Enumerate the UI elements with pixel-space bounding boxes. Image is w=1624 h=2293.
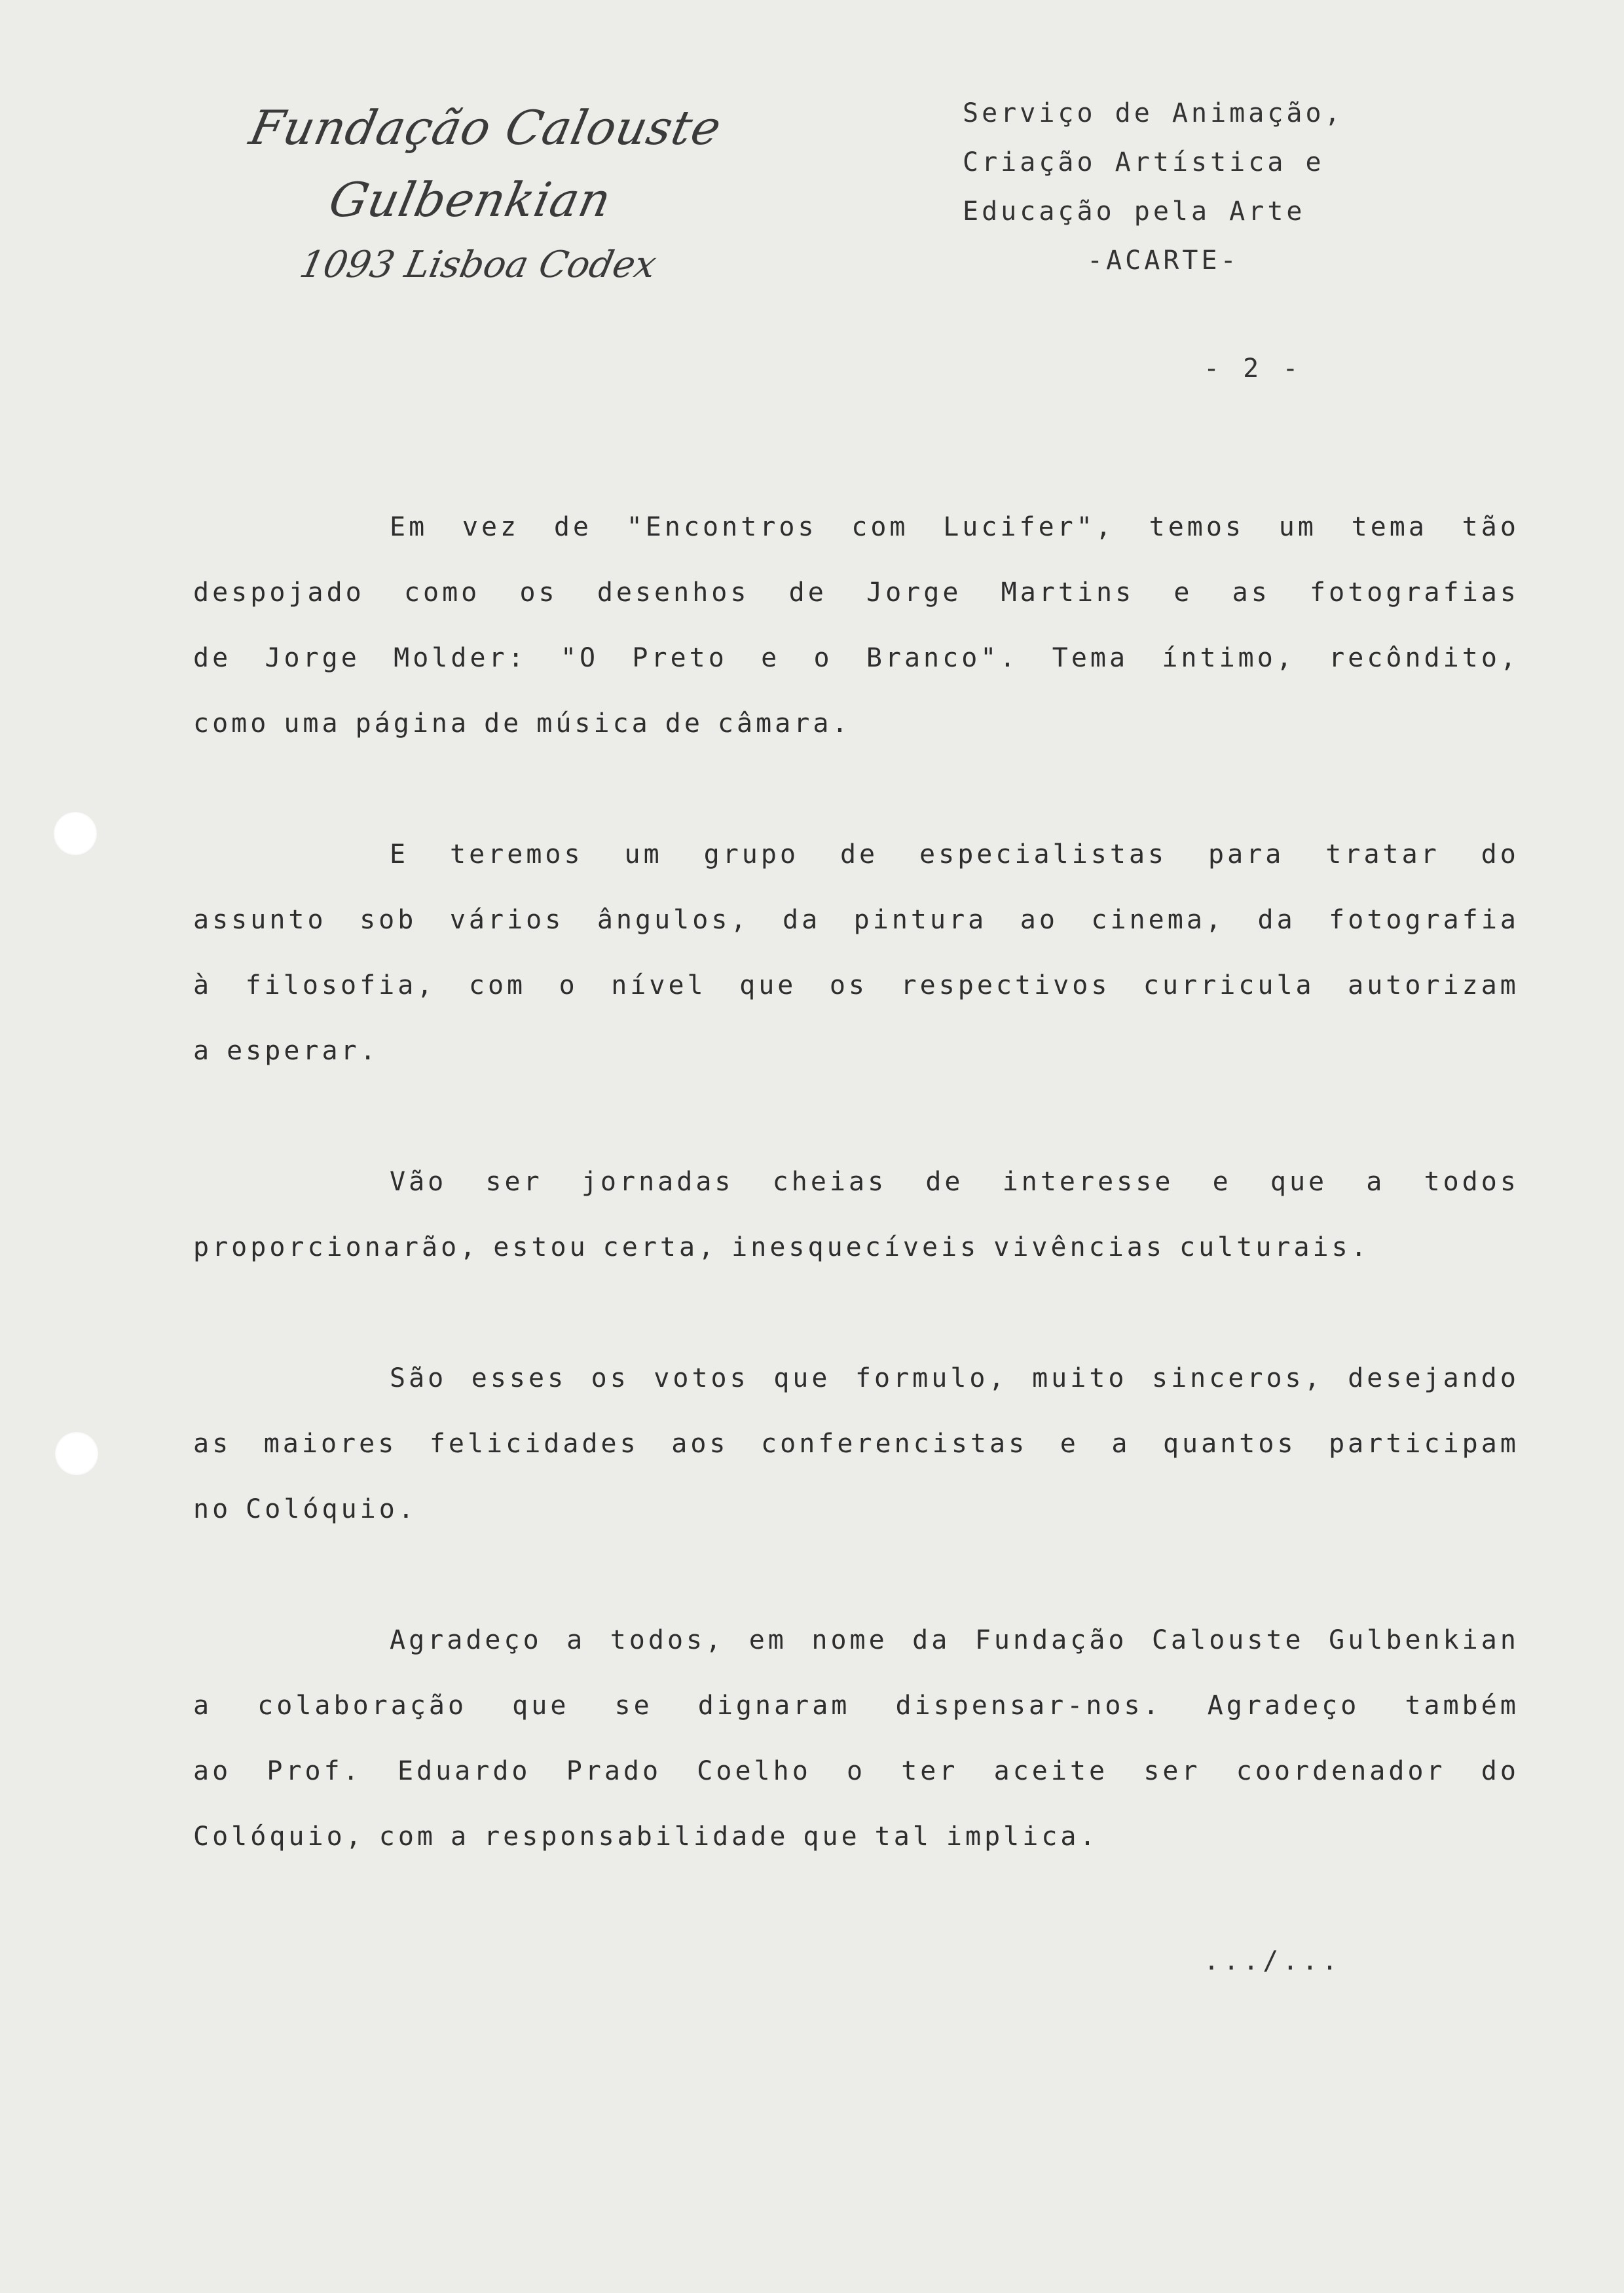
service-line: Educação pela Arte: [963, 196, 1306, 227]
text-line: ao Prof. Eduardo Prado Coelho o ter aceite ser coordenador do: [193, 1756, 1519, 1786]
page-number: - 2 -: [1204, 354, 1302, 384]
text-line: a esperar.: [193, 1036, 379, 1066]
foundation-address: 1093 Lisboa Codex: [296, 244, 661, 286]
paragraph: [193, 1346, 1519, 1542]
text-line: Colóquio, com a responsabilidade que tal implica.: [193, 1822, 1099, 1852]
text-line: Agradeço a todos, em nome da Fundação Calouste Gulbenkian: [390, 1625, 1519, 1655]
text-line: proporcionarão, estou certa, inesquecíveis vivências culturais.: [193, 1232, 1370, 1262]
foundation-name: Fundação Calouste Gulbenkian: [245, 100, 727, 227]
text-line: à filosofia, com o nível que os respectivos curricula autorizam: [193, 970, 1519, 1000]
punch-hole: [54, 812, 97, 855]
paragraph: [193, 822, 1519, 1084]
letter-body: [193, 494, 1519, 1935]
service-line: Criação Artística e: [963, 147, 1325, 177]
paragraph: [193, 1607, 1519, 1869]
text-line: no Colóquio.: [193, 1494, 417, 1524]
paragraph: [193, 1149, 1519, 1280]
text-line: Vão ser jornadas cheias de interesse e que a todos: [390, 1167, 1519, 1197]
paragraph: [193, 494, 1519, 756]
text-line: como uma página de música de câmara.: [193, 708, 851, 739]
service-heading: [963, 89, 1421, 285]
punch-hole: [55, 1432, 98, 1475]
text-line: Em vez de "Encontros com Lucifer", temos um tema tão: [390, 512, 1519, 542]
text-line: a colaboração que se dignaram dispensar-nos. Agradeço também: [193, 1691, 1519, 1721]
text-line: as maiores felicidades aos conferencistas e a quantos participam: [193, 1429, 1519, 1459]
text-line: de Jorge Molder: "O Preto e o Branco". Tema íntimo, recôndito,: [193, 643, 1519, 673]
text-line: despojado como os desenhos de Jorge Martins e as fotografias: [193, 578, 1519, 608]
letterhead-logo: [131, 92, 825, 295]
text-line: São esses os votos que formulo, muito sinceros, desejando: [390, 1363, 1519, 1393]
text-line: assunto sob vários ângulos, da pintura ao cinema, da fotografia: [193, 905, 1519, 935]
text-line: E teremos um grupo de especialistas para tratar do: [390, 839, 1519, 870]
service-line: Serviço de Animação,: [963, 98, 1344, 128]
service-acronym: -ACARTE-: [1087, 246, 1240, 276]
continuation-mark: .../...: [1204, 1946, 1342, 1976]
